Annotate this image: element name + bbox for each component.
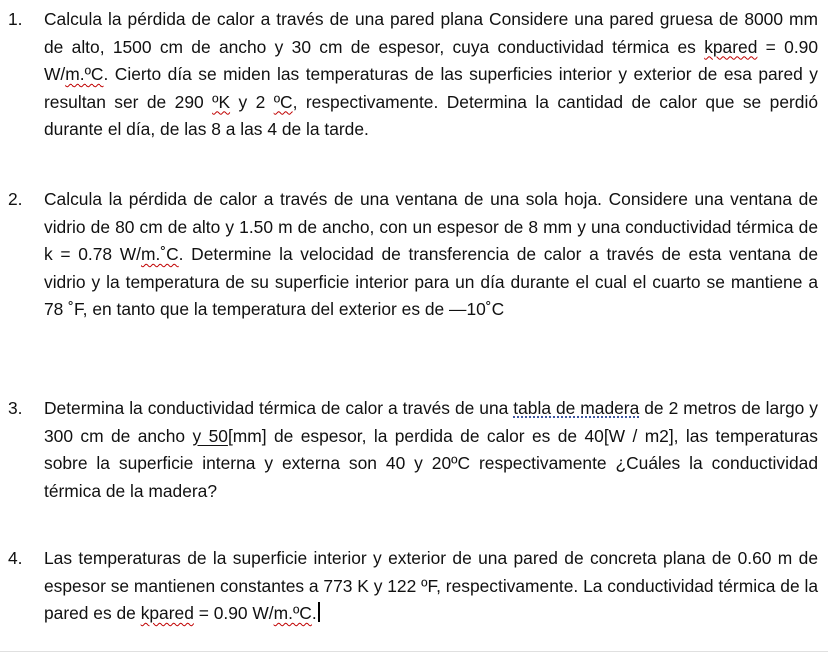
spelling-flag[interactable]: kpared [704, 36, 758, 57]
problem-2 [8, 186, 818, 324]
problem-number: 2. [8, 189, 23, 209]
spelling-flag[interactable]: m.˚C [141, 244, 179, 264]
problem-number: 1. [8, 9, 23, 29]
problem-1 [8, 6, 818, 144]
problem-3 [8, 395, 818, 505]
problem-text[interactable]: Las temperaturas de la superficie interior y exterior de una pared de concreta plana de 0.60 m de espesor se mantienen constantes a 773 K y 122 ºF, respectivamente. La conductividad térmica de la pared es de kpared = 0.90 W/m.ºC. [44, 548, 818, 623]
problem-text[interactable]: Calcula la pérdida de calor a través de una ventana de una sola hoja. Considere una ventana de vidrio de 80 cm de alto y 1.50 m de ancho, con un espesor de 8 mm y una conductividad térmica de k = 0.78 W/m.˚C. Determine la velocidad de transferencia de calor a través de esta ventana de vidrio y la temperatura de su superficie interior para un día durante el cual el cuarto se mantiene a 78 ˚F, en tanto que la temperatura del exterior es de —10˚C [44, 189, 818, 319]
problem-text[interactable]: Calcula la pérdida de calor a través de una pared plana Considere una pared gruesa de 8000 mm de alto, 1500 cm de ancho y 30 cm de espesor, cuya conductividad térmica es kpared = 0.90 W/m.ºC. Cierto día se miden las temperaturas de las superficies interior y exterior de esa pared y resultan ser de 290 ºK y 2 ºC, respectivamente. Determina la cantidad de calor que se perdió durante el día, de las 8 a las 4 de la tarde. [44, 9, 818, 139]
spelling-flag[interactable]: ºK [212, 91, 231, 112]
spelling-flag[interactable]: kpared [140, 603, 194, 623]
text-cursor [318, 602, 320, 622]
problem-4 [8, 545, 818, 628]
problem-number: 4. [8, 548, 23, 568]
spelling-flag[interactable]: ºC [273, 91, 293, 112]
problem-number: 3. [8, 398, 23, 418]
grammar-flag[interactable]: tabla de madera [513, 398, 640, 418]
underlined-text: y 50 [192, 425, 228, 446]
spelling-flag[interactable]: m.ºC [65, 64, 104, 84]
spelling-flag[interactable]: m.ºC [273, 603, 312, 623]
problem-text[interactable]: Determina la conductividad térmica de calor a través de una tabla de madera de 2 metros de largo y 300 cm de ancho y 50[mm] de espesor, la perdida de calor es de 40[W / m2], las temperaturas sobre la superficie interna y externa son 40 y 20ºC respectivamente ¿Cuáles la conductividad térmica de la madera? [44, 398, 819, 501]
